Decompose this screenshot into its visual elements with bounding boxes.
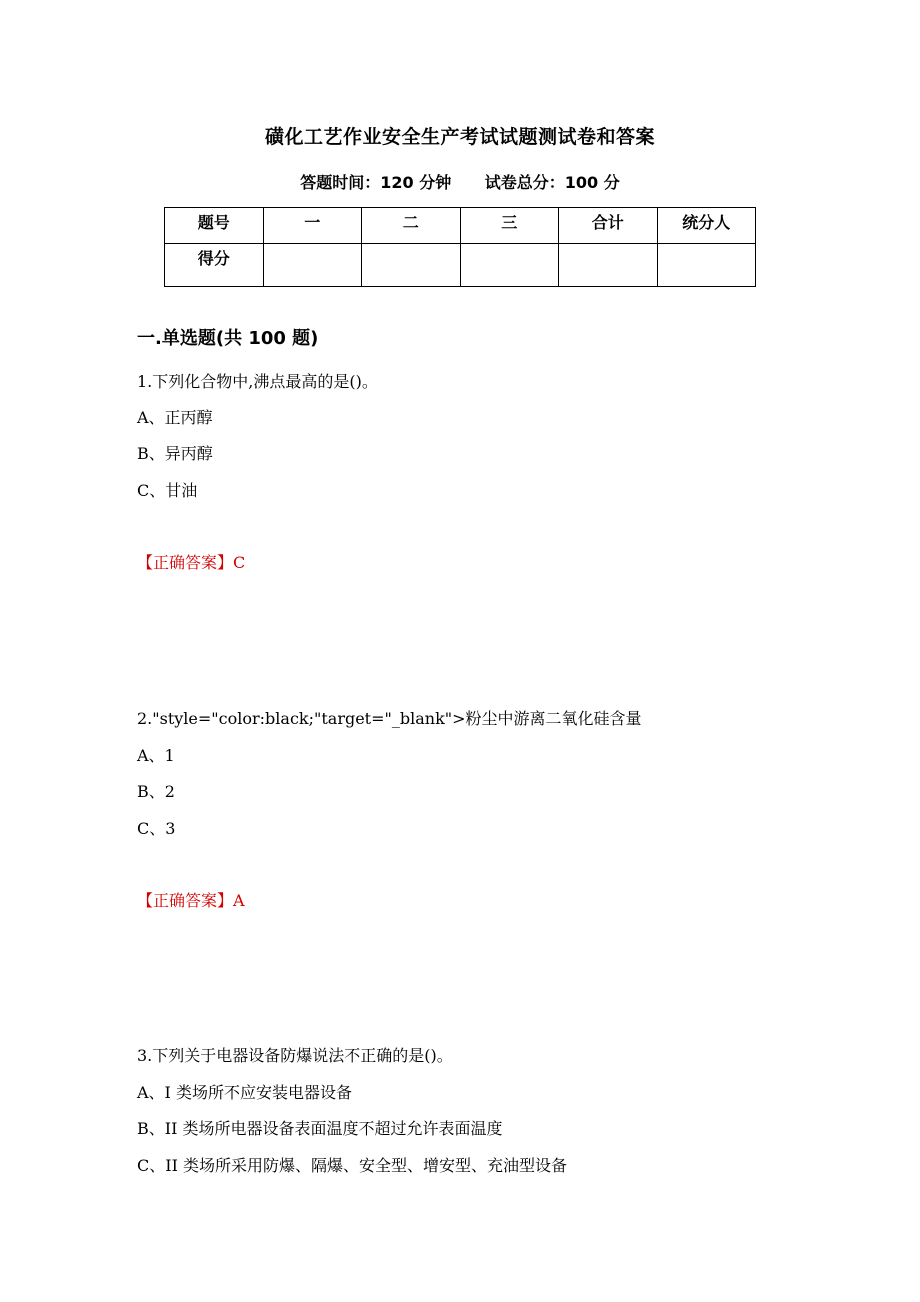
question-1-option-b: B、异丙醇 [137, 444, 213, 463]
score-header-cell: 二 [362, 208, 461, 244]
score-row-label: 得分 [165, 244, 264, 287]
score-table [164, 207, 756, 287]
score-table-header-row [165, 208, 756, 244]
question-1-option-c: C、甘油 [137, 481, 198, 500]
exam-time: 答题时间：120 分钟 [300, 173, 452, 192]
question-2-option-a: A、1 [137, 746, 175, 765]
section-heading: 一.单选题(共 100 题) [137, 328, 319, 349]
exam-total-score: 试卷总分：100 分 [484, 173, 620, 192]
score-header-cell: 三 [460, 208, 559, 244]
question-2-text: 2."style="color:black;"target="_blank">粉尘中游离二氧化硅含量 [137, 709, 642, 728]
exam-title: 磺化工艺作业安全生产考试试题测试卷和答案 [264, 126, 655, 148]
question-1-option-a: A、正丙醇 [137, 408, 213, 427]
question-3-option-c: C、II 类场所采用防爆、隔爆、安全型、增安型、充油型设备 [137, 1156, 567, 1175]
score-cell [362, 244, 461, 287]
question-1-text: 1.下列化合物中,沸点最高的是()。 [137, 372, 378, 391]
score-table-score-row [165, 244, 756, 287]
score-header-cell: 统分人 [657, 208, 756, 244]
score-header-cell: 一 [263, 208, 362, 244]
score-cell [657, 244, 756, 287]
score-header-cell: 题号 [165, 208, 264, 244]
question-2-answer: 【正确答案】A [137, 891, 245, 910]
question-3-option-a: A、I 类场所不应安装电器设备 [137, 1083, 352, 1102]
score-cell [460, 244, 559, 287]
exam-meta [0, 170, 920, 193]
question-2-option-b: B、2 [137, 782, 175, 801]
score-cell [263, 244, 362, 287]
question-3-text: 3.下列关于电器设备防爆说法不正确的是()。 [137, 1046, 453, 1065]
score-header-cell: 合计 [559, 208, 658, 244]
question-3-option-b: B、II 类场所电器设备表面温度不超过允许表面温度 [137, 1119, 503, 1138]
score-cell [559, 244, 658, 287]
question-2-option-c: C、3 [137, 819, 176, 838]
question-1-answer: 【正确答案】C [137, 553, 246, 572]
